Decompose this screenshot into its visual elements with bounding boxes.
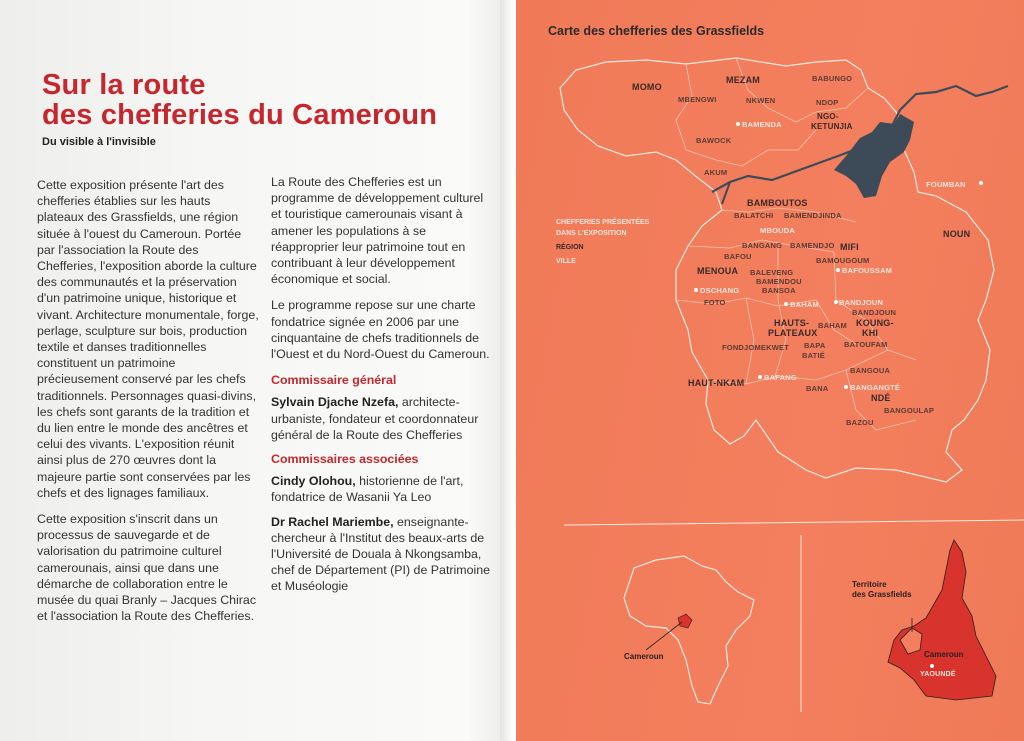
region-noun: NOUN [943,229,971,239]
legend-region: RÉGION [556,244,584,251]
legend-ville: VILLE [556,258,576,265]
chefferie-label: BAPA [804,341,826,350]
chefferie-label: BANGANG [742,241,783,250]
chefferie-label: FONDJOMEKWET [722,343,789,352]
chefferie-label: BANGOUA [850,366,891,375]
associe-credit [271,473,493,505]
chefferie-label: NKWEN [746,96,776,105]
region-haut-nkam: HAUT-NKAM [688,378,745,388]
grassfields-map [516,0,1024,741]
map-title: Carte des chefferies des Grassfields [548,24,765,38]
chefferie-label: BANDJOUN [839,298,884,307]
commissaire-credit [271,394,493,443]
city-dot [834,300,838,304]
chefferie-label: BAFANG [764,373,797,382]
chefferie-label: BANGOULAP [884,406,935,415]
person-name: Dr Rachel Mariembe, [271,514,394,529]
paragraph: Le programme repose sur une charte fondatrice signée en 2006 par une cinquantaine de chefs traditionnels de l'Ouest et du Nord-Ouest du Cameroun. [271,298,490,362]
region-momo: MOMO [632,82,662,92]
legend-chefferies: CHEFFERIES PRÉSENTÉES [556,219,650,226]
chefferie-label: NDOP [816,98,839,107]
region-mifi: MIFI [840,242,859,252]
inset-cameroon-label: Cameroun [924,650,964,659]
chefferie-label: BAMENDA [742,120,782,129]
chefferie-label: BANA [806,384,829,393]
city-dot [930,664,934,668]
text-column-1 [37,177,259,634]
region-nde: NDÉ [871,393,891,403]
city-dot [784,302,788,306]
city-dot [844,385,848,389]
region-bamboutos: BAMBOUTOS [747,198,808,208]
chefferie-label: MBENGWI [678,95,717,104]
city-dot [694,288,698,292]
region-ngoketunjia: KETUNJIA [811,122,853,131]
chefferie-label: BAMENDOU [756,277,802,286]
title-line-1: Sur la route [42,69,206,101]
chefferie-label: BATIÉ [802,351,825,360]
title-line-2: des chefferies du Cameroun [42,99,438,131]
inset-yaounde-label: YAOUNDÉ [920,671,956,678]
inset-territory-label: des Grassfields [852,590,912,599]
legend-chefferies-2: DANS L'EXPOSITION [556,230,627,237]
chefferie-label: BANSOA [762,286,796,295]
chefferie-label: BABUNGO [812,74,853,83]
paragraph: Cette exposition présente l'art des chefferies établies sur les hauts plateaux des Grassfields, une région située à l'ouest du Cameroun. Portée par l'association la Route des Chefferies, l'exposition aborde la culture des communautés et la préservation d'un patrimoine unique, historique et vivant. Architecture monumentale, forge, perlage, sculpture sur bois, production textile et danses traditionnelles constituent un patrimoine précieusement conservé par les chefs traditionnels. Personnages quasi-divins, les chefs sont garants de la tradition et du lien entre le monde des ancêtres et celui des vivants. L'exposition réunit ainsi plus de 270 œuvres dont la majeure partie sont conservées par les chefs et des lignages familiaux. [37,178,259,500]
commissaire-heading: Commissaire général [271,373,397,388]
city-dot [836,268,840,272]
person-description: enseignante-chercheur à l'Institut des beaux-arts de l'Université de Douala à Nkongsamba, chef de Département (PI) de Patrimoine et Muséologie [271,514,491,594]
chefferie-label: BAMOUGOUM [816,256,870,265]
chefferie-label: BANGANGTÉ [850,383,901,392]
region-menoua: MENOUA [697,266,739,276]
city-dot [979,181,983,185]
region-koung-khi: KOUNG- [856,318,894,328]
chefferie-label: BAFOU [724,252,752,261]
text-column-2 [271,174,493,603]
chefferie-label: DSCHANG [700,286,740,295]
chefferie-label: BAMENDJINDA [784,211,842,220]
africa-inset [624,556,754,704]
associe-credit [271,514,493,595]
region-ngoketunjia: NGO- [817,112,839,121]
chefferie-label: BAHAM [790,300,819,309]
chefferie-label: BAHAM [818,321,847,330]
chefferie-label: BAWOCK [696,136,732,145]
chefferie-label: BAFOUSSAM [842,266,893,275]
map-legend [556,217,649,267]
city-dot [758,375,762,379]
person-description: historienne de l'art, fondatrice de Wasanii Ya Leo [271,474,464,505]
chefferie-label: BALATCHI [734,211,774,220]
chefferie-label: BANDJOUN [852,308,897,317]
page-subtitle: Du visible à l'invisible [42,136,156,148]
chefferie-label: BALEVENG [750,268,794,277]
chefferie-label: MBOUDA [760,226,795,235]
paragraph: La Route des Chefferies est un programme de développement culturel et touristique camerounais visant à amener les populations à se réapproprier leur patrimoine tout en contribuant à leur développement économique et social. [271,175,484,287]
chefferie-label: FOUMBAN [926,180,966,189]
person-name: Cindy Olohou, [271,474,356,489]
chefferie-label: BATOUFAM [844,340,888,349]
page-title [42,70,437,130]
right-page [516,0,1024,741]
city-dot [736,122,740,126]
chefferie-label: AKUM [704,168,728,177]
associes-heading: Commissaires associées [271,452,419,467]
chefferie-label: FOTO [704,298,726,307]
region-hauts-plateaux: PLATEAUX [768,328,818,338]
inset-territory-label: Territoire [852,580,887,589]
divider-line [564,520,1024,525]
chefferie-label: BAMENDJO [790,241,835,250]
person-description: architecte-urbaniste, fondateur et coordonnateur général de la Route des Chefferies [271,395,479,442]
region-mezam: MEZAM [726,75,760,85]
person-name: Sylvain Djache Nzefa, [271,395,399,410]
paragraph: Cette exposition s'inscrit dans un processus de sauvegarde et de valorisation du patrimoine culturel camerounais, ainsi que dans une démarche de collaboration entre le musée du quai Branly – Jacques Chirac et l'association la Route des Chefferies. [37,512,257,624]
region-hauts-plateaux: HAUTS- [774,318,810,328]
region-koung-khi: KHI [862,328,879,338]
inset-africa-label: Cameroun [624,652,664,661]
cameroon-highlight [678,614,692,628]
chefferie-label: BAZOU [846,418,874,427]
